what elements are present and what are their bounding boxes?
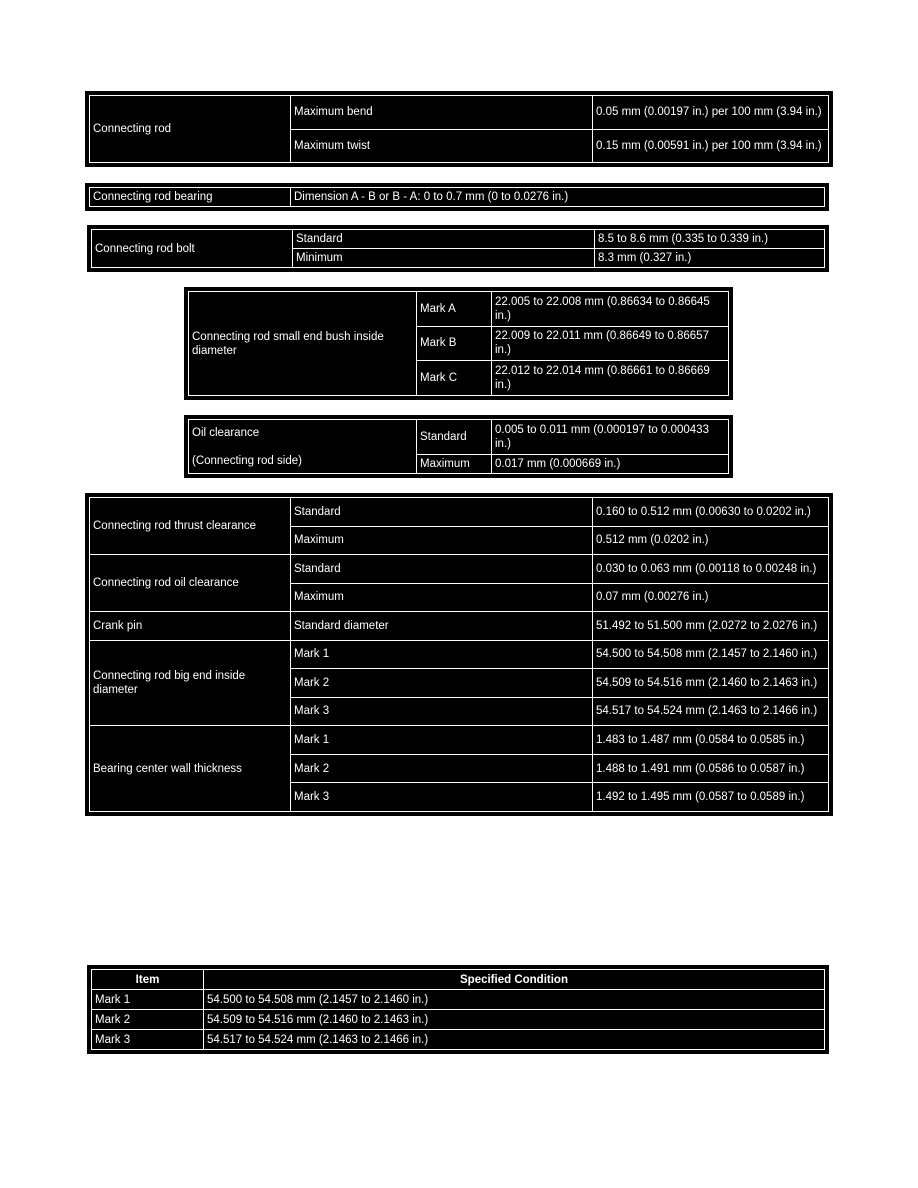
label-cell: Minimum [293, 249, 595, 268]
item-cell: Connecting rod thrust clearance [90, 498, 291, 555]
label-cell: Mark 2 [291, 754, 593, 783]
item-cell: Connecting rod big end inside diameter [90, 640, 291, 726]
connecting-rod-table [85, 91, 833, 167]
label-cell: Mark 2 [291, 669, 593, 698]
connecting-rod-bearing-table [85, 183, 829, 211]
item-cell [189, 420, 417, 474]
value-cell: 1.483 to 1.487 mm (0.0584 to 0.0585 in.) [593, 726, 829, 755]
label-cell: Mark 1 [291, 640, 593, 669]
value-cell: 1.492 to 1.495 mm (0.0587 to 0.0589 in.) [593, 783, 829, 812]
label-cell: Maximum [291, 526, 593, 555]
header-specified-condition: Specified Condition [204, 970, 825, 990]
table-row [90, 188, 825, 207]
item-cell: Crank pin [90, 612, 291, 641]
table-row [90, 612, 829, 641]
label-cell: Mark C [417, 361, 492, 396]
value-cell: 54.509 to 54.516 mm (2.1460 to 2.1463 in.) [593, 669, 829, 698]
item-line-1: Oil clearance [192, 427, 260, 439]
header-item: Item [92, 970, 204, 990]
value-cell: 22.012 to 22.014 mm (0.86661 to 0.86669 in.) [492, 361, 729, 396]
label-cell: Maximum [291, 583, 593, 612]
value-cell: 0.005 to 0.011 mm (0.000197 to 0.000433 in.) [492, 420, 729, 455]
connecting-rod-specs-table [85, 493, 833, 816]
value-cell: 0.07 mm (0.00276 in.) [593, 583, 829, 612]
item-cell: Connecting rod oil clearance [90, 555, 291, 612]
table-row [90, 498, 829, 527]
item-line-2: (Connecting rod side) [192, 455, 302, 467]
table-row [90, 640, 829, 669]
label-cell: Standard [291, 498, 593, 527]
value-cell: 54.500 to 54.508 mm (2.1457 to 2.1460 in.) [204, 990, 825, 1010]
table-row [90, 555, 829, 584]
item-cell: Connecting rod bolt [92, 230, 293, 268]
label-cell: Mark 3 [92, 1030, 204, 1050]
value-cell: 54.517 to 54.524 mm (2.1463 to 2.1466 in.) [204, 1030, 825, 1050]
value-cell: Dimension A - B or B - A: 0 to 0.7 mm (0 to 0.0276 in.) [291, 188, 825, 207]
oil-clearance-table [184, 415, 733, 478]
table-row [92, 1010, 825, 1030]
value-cell: 22.005 to 22.008 mm (0.86634 to 0.86645 in.) [492, 292, 729, 327]
value-cell: 8.3 mm (0.327 in.) [595, 249, 825, 268]
value-cell: 0.030 to 0.063 mm (0.00118 to 0.00248 in.) [593, 555, 829, 584]
table-row [90, 96, 829, 130]
value-cell: 0.15 mm (0.00591 in.) per 100 mm (3.94 in.) [593, 129, 829, 163]
value-cell: 22.009 to 22.011 mm (0.86649 to 0.86657 in.) [492, 326, 729, 361]
table-row [90, 726, 829, 755]
label-cell: Mark 1 [92, 990, 204, 1010]
table-row [189, 420, 729, 455]
label-cell: Mark 2 [92, 1010, 204, 1030]
value-cell: 54.509 to 54.516 mm (2.1460 to 2.1463 in.) [204, 1010, 825, 1030]
item-cell: Connecting rod small end bush inside diameter [189, 292, 417, 396]
small-end-bush-table [184, 287, 733, 400]
connecting-rod-bolt-table [87, 225, 829, 272]
value-cell: 0.160 to 0.512 mm (0.00630 to 0.0202 in.) [593, 498, 829, 527]
value-cell: 1.488 to 1.491 mm (0.0586 to 0.0587 in.) [593, 754, 829, 783]
label-cell: Maximum [417, 454, 492, 473]
item-cell: Connecting rod bearing [90, 188, 291, 207]
label-cell: Mark 3 [291, 697, 593, 726]
item-cell: Bearing center wall thickness [90, 726, 291, 812]
label-cell: Mark 3 [291, 783, 593, 812]
value-cell: 54.500 to 54.508 mm (2.1457 to 2.1460 in.) [593, 640, 829, 669]
item-cell: Connecting rod [90, 96, 291, 163]
label-cell: Standard [291, 555, 593, 584]
value-cell: 8.5 to 8.6 mm (0.335 to 0.339 in.) [595, 230, 825, 249]
specified-condition-table [87, 965, 829, 1054]
value-cell: 0.512 mm (0.0202 in.) [593, 526, 829, 555]
table-row [92, 230, 825, 249]
value-cell: 0.017 mm (0.000669 in.) [492, 454, 729, 473]
value-cell: 0.05 mm (0.00197 in.) per 100 mm (3.94 in.) [593, 96, 829, 130]
label-cell: Mark 1 [291, 726, 593, 755]
label-cell: Maximum twist [291, 129, 593, 163]
table-header-row [92, 970, 825, 990]
label-cell: Mark B [417, 326, 492, 361]
label-cell: Maximum bend [291, 96, 593, 130]
table-row [189, 292, 729, 327]
table-row [92, 1030, 825, 1050]
label-cell: Standard [293, 230, 595, 249]
label-cell: Standard diameter [291, 612, 593, 641]
table-row [92, 990, 825, 1010]
label-cell: Standard [417, 420, 492, 455]
value-cell: 54.517 to 54.524 mm (2.1463 to 2.1466 in.) [593, 697, 829, 726]
value-cell: 51.492 to 51.500 mm (2.0272 to 2.0276 in.) [593, 612, 829, 641]
label-cell: Mark A [417, 292, 492, 327]
